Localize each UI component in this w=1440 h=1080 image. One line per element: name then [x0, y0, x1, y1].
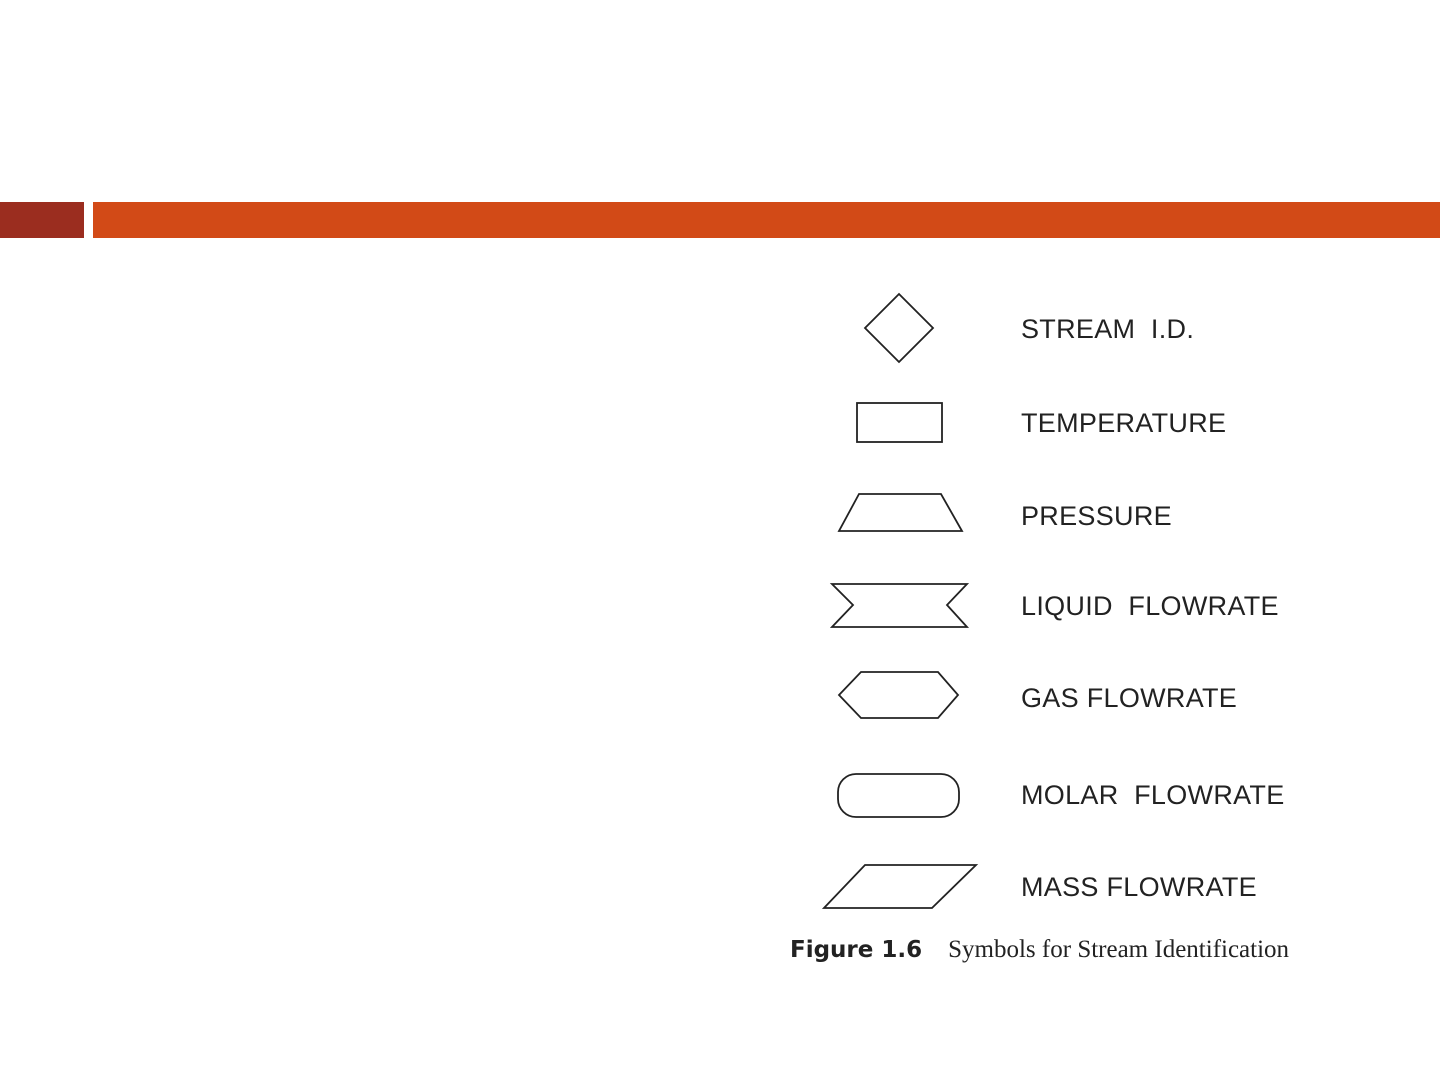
- rectangle-icon: [820, 400, 980, 446]
- notched-bowtie-icon: [820, 581, 980, 633]
- legend-label-pressure: PRESSURE: [1021, 501, 1172, 531]
- legend-label-liquid-flowrate: LIQUID FLOWRATE: [1021, 591, 1279, 621]
- header-bar-right: [93, 202, 1440, 238]
- figure-caption: [790, 937, 1289, 962]
- hexagon-icon: [820, 670, 980, 722]
- figure-caption-text: Symbols for Stream Identification: [948, 936, 1290, 963]
- legend-label-stream-id: STREAM I.D.: [1021, 314, 1195, 344]
- legend-label-temperature: TEMPERATURE: [1021, 408, 1227, 438]
- rounded-rectangle-icon: [820, 771, 980, 821]
- legend-label-molar-flowrate: MOLAR FLOWRATE: [1021, 780, 1285, 810]
- figure-number: Figure 1.6: [790, 937, 923, 963]
- trapezoid-icon: [820, 492, 980, 536]
- legend-label-gas-flowrate: GAS FLOWRATE: [1021, 683, 1238, 713]
- parallelogram-icon: [820, 862, 980, 912]
- legend-label-mass-flowrate: MASS FLOWRATE: [1021, 872, 1257, 902]
- diamond-icon: [820, 292, 980, 364]
- header-bar-left: [0, 202, 84, 238]
